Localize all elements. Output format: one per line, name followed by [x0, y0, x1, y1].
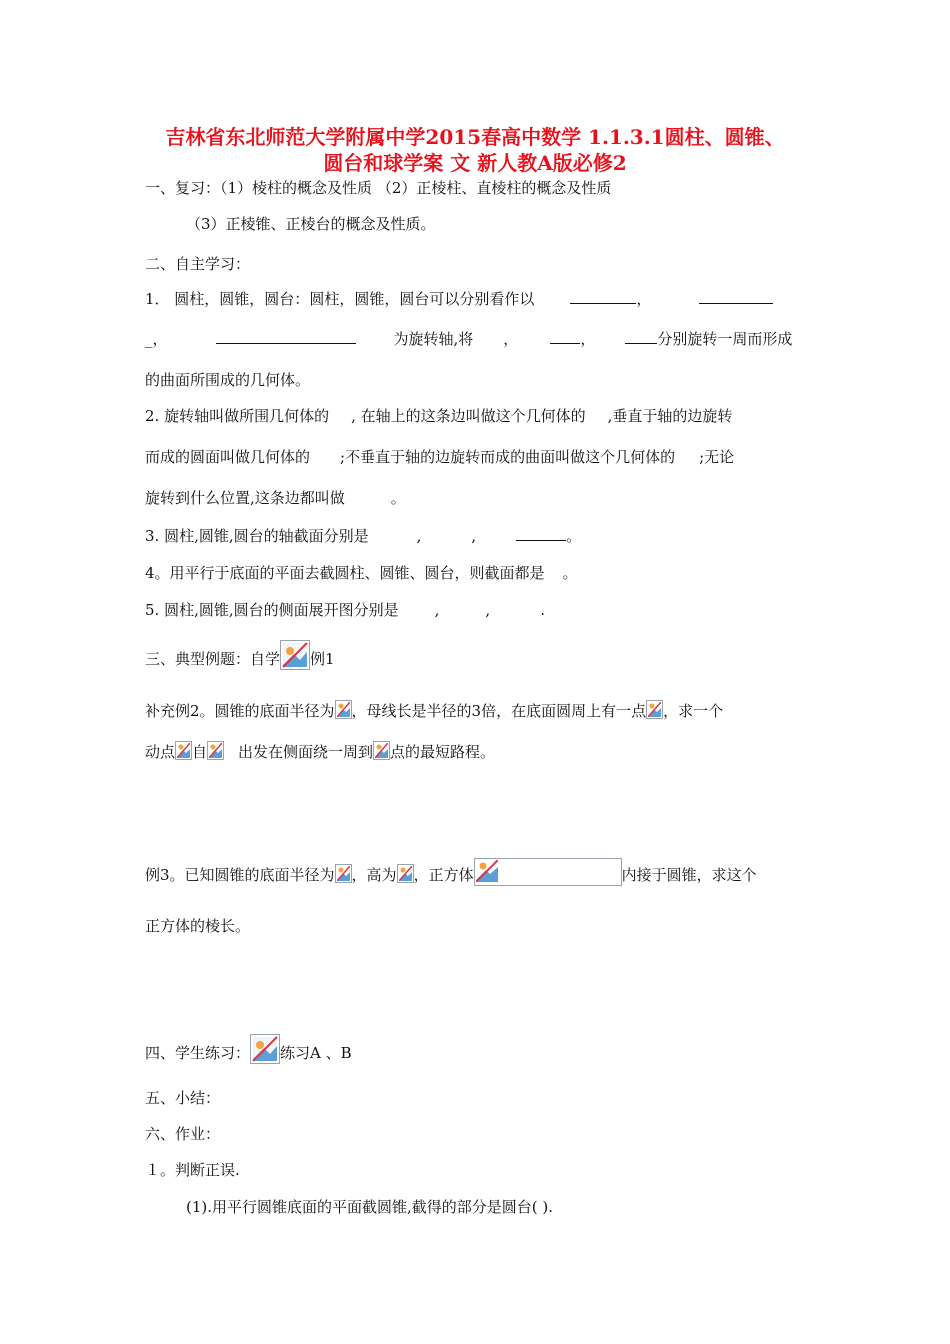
ex3-text-d: 内接于圆锥，求这个	[621, 866, 757, 884]
q1-line2	[145, 329, 792, 349]
answer-blank	[699, 289, 773, 304]
homework-q1-1: (1).用平行圆锥底面的平面截圆锥,截得的部分是圆台( ).	[186, 1198, 554, 1216]
q1-text-f: ，	[580, 330, 596, 348]
answer-blank	[216, 329, 356, 344]
image-placeholder-icon	[175, 741, 192, 760]
q2-line3	[145, 488, 406, 508]
ex2-text-a: 补充例2。圆锥的底面半径为	[145, 702, 335, 720]
answer-blank	[625, 329, 657, 344]
q2-line2	[145, 447, 734, 467]
example3-line1	[145, 858, 757, 886]
q2-text-h: 。	[390, 489, 406, 507]
image-placeholder-icon	[250, 1034, 280, 1064]
self-study-heading: 二、自主学习：	[145, 255, 251, 273]
image-placeholder-icon	[335, 700, 352, 719]
ex3-text-b: ，高为	[351, 866, 397, 884]
practice-heading	[145, 1034, 352, 1064]
q2-line1	[145, 406, 732, 426]
q3-text-b: ,	[416, 527, 422, 545]
review-line1: 一、复习：（1）棱柱的概念及性质 （2）正棱柱、直棱柱的概念及性质	[145, 179, 612, 197]
q5-text-b: ,	[434, 601, 440, 619]
q2-text-c: ,垂直于轴的边旋转	[607, 407, 733, 425]
q3-line	[145, 526, 581, 546]
ex2-text-b: ，母线长是半径的3倍，在底面圆周上有一点	[351, 702, 647, 720]
ex2-text-g: 点的最短路程。	[390, 743, 496, 761]
q4-line	[145, 563, 578, 583]
review-line2: （3）正棱锥、正棱台的概念及性质。	[186, 215, 436, 233]
image-placeholder-icon	[207, 741, 224, 760]
examples-heading-end: 例1	[310, 650, 335, 668]
ex2-text-d: 动点	[145, 743, 176, 761]
q2-text-e: ;不垂直于轴的边旋转而成的曲面叫做这个几何体的	[340, 448, 676, 466]
example2-line1	[145, 700, 723, 721]
q1-text-g: 分别旋转一周而形成	[657, 330, 793, 348]
document-title-line2: 圆台和球学案 文 新人教A版必修2	[323, 151, 627, 175]
practice-heading-end: 练习A 、B	[280, 1044, 352, 1062]
homework-q1: １。判断正误.	[145, 1161, 240, 1179]
q2-text-f: ;无论	[699, 448, 735, 466]
ex2-text-f: 出发在侧面绕一周到	[238, 743, 374, 761]
q1-line1	[145, 289, 773, 309]
q1-line3: 的曲面所围成的几何体。	[145, 371, 311, 389]
q5-text-d: .	[540, 601, 545, 619]
q1-text-c: _，	[145, 330, 168, 348]
ex3-text-c: ，正方体	[413, 866, 474, 884]
summary-heading: 五、小结：	[145, 1089, 221, 1107]
q5-text-a: 5. 圆柱,圆锥,圆台的侧面展开图分别是	[145, 601, 399, 619]
q3-text-d: 。	[566, 527, 582, 545]
q5-line	[145, 600, 545, 620]
q5-text-c: ,	[485, 601, 491, 619]
ex2-text-e: 自	[192, 743, 208, 761]
answer-blank	[570, 289, 636, 304]
examples-heading-text: 三、典型例题：自学	[145, 650, 281, 668]
q3-text-a: 3. 圆柱,圆锥,圆台的轴截面分别是	[145, 527, 369, 545]
ex3-text-a: 例3。已知圆锥的底面半径为	[145, 866, 335, 884]
image-placeholder-icon	[646, 700, 663, 719]
q2-text-b: , 在轴上的这条边叫做这个几何体的	[351, 407, 586, 425]
example2-line2	[145, 741, 495, 762]
ex2-text-c: ，求一个	[663, 702, 724, 720]
q1-text-b: ，	[636, 290, 652, 308]
q4-text-end: 。	[562, 564, 578, 582]
image-placeholder-icon	[474, 858, 622, 886]
answer-blank	[550, 329, 580, 344]
q2-text-g: 旋转到什么位置,这条边都叫做	[145, 489, 345, 507]
image-placeholder-icon	[335, 864, 352, 883]
q2-text-d: 而成的圆面叫做几何体的	[145, 448, 311, 466]
examples-heading	[145, 640, 335, 670]
image-placeholder-icon	[373, 741, 390, 760]
q4-text: 4。用平行于底面的平面去截圆柱、圆锥、圆台，则截面都是	[145, 564, 545, 582]
example3-line2: 正方体的棱长。	[145, 917, 251, 935]
image-placeholder-icon	[280, 640, 310, 670]
q1-text-e: ，	[503, 330, 519, 348]
q1-text-a: 1． 圆柱，圆锥，圆台：圆柱，圆锥，圆台可以分别看作以	[145, 290, 535, 308]
image-placeholder-icon	[397, 864, 414, 883]
document-title-line1: 吉林省东北师范大学附属中学2015春高中数学 1.1.3.1圆柱、圆锥、	[165, 125, 785, 149]
q3-text-c: ,	[471, 527, 477, 545]
answer-blank	[516, 526, 566, 541]
homework-heading: 六、作业：	[145, 1125, 221, 1143]
q2-text-a: 2. 旋转轴叫做所围几何体的	[145, 407, 330, 425]
q1-text-d: 为旋转轴,将	[393, 330, 474, 348]
practice-heading-text: 四、学生练习：	[145, 1044, 251, 1062]
